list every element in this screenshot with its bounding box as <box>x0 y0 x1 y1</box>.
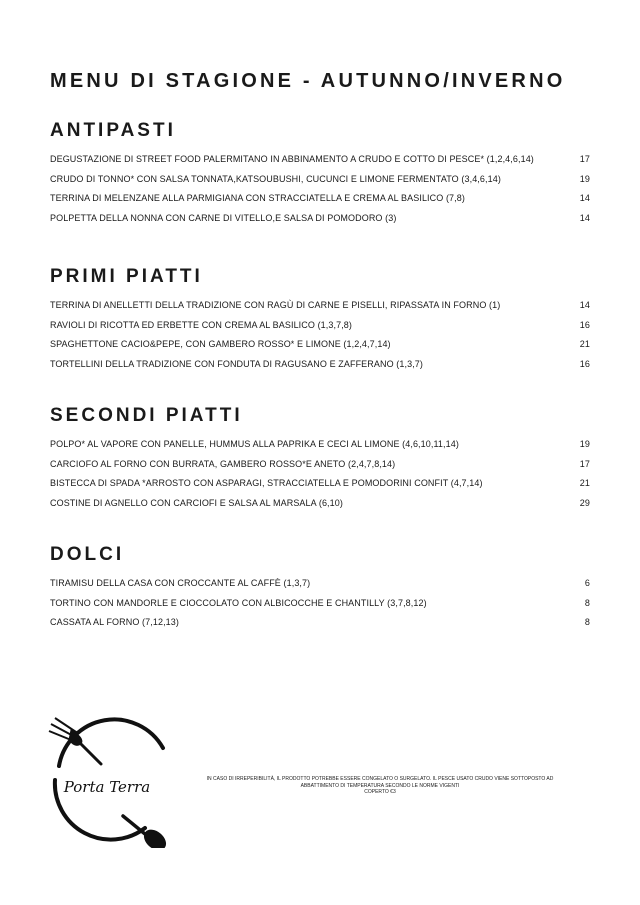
item-price: 14 <box>579 193 590 203</box>
menu-item <box>50 320 592 340</box>
menu-item <box>50 498 592 518</box>
item-name: TERRINA DI ANELLETTI DELLA TRADIZIONE CON RAGÙ DI CARNE E PISELLI, RIPASSATA IN FORNO (1) <box>50 300 501 310</box>
item-price: 14 <box>579 212 590 223</box>
item-price: 19 <box>579 439 590 449</box>
footer-line: IN CASO DI IRREPERIBILITÀ, IL PRODOTTO POTREBBE ESSERE CONGELATO O SURGELATO. IL PESCE USATO CRUDO VIENE SOTTOPOSTO AD <box>206 776 554 782</box>
item-name: DEGUSTAZIONE DI STREET FOOD PALERMITANO IN ABBINAMENTO A CRUDO E COTTO DI PESCE* (1,2,4,6,14) <box>50 154 534 164</box>
item-price: 17 <box>579 154 590 164</box>
item-price: 8 <box>584 597 590 608</box>
item-name: TORTELLINI DELLA TRADIZIONE CON FONDUTA DI RAGUSANO E ZAFFERANO (1,3,7) <box>50 358 424 369</box>
section-title: DOLCI <box>50 544 125 565</box>
item-name: CASSATA AL FORNO (7,12,13) <box>50 617 179 627</box>
menu-item <box>50 617 592 637</box>
item-name: POLPO* AL VAPORE CON PANELLE, HUMMUS ALLA PAPRIKA E CECI AL LIMONE (4,6,10,11,14) <box>50 439 459 449</box>
menu-item <box>50 300 592 320</box>
section-title: SECONDI PIATTI <box>50 405 243 426</box>
item-name: POLPETTA DELLA NONNA CON CARNE DI VITELLO,E SALSA DI POMODORO (3) <box>50 212 397 223</box>
spoon-icon <box>123 816 169 848</box>
menu-item <box>50 213 592 233</box>
section-antipasti <box>50 120 592 232</box>
item-price: 6 <box>584 578 590 588</box>
menu-item <box>50 578 592 598</box>
menu-item <box>50 154 592 174</box>
item-name: CARCIOFO AL FORNO CON BURRATA, GAMBERO ROSSO*E ANETO (2,4,7,8,14) <box>50 458 396 469</box>
section-title: ANTIPASTI <box>50 120 176 141</box>
section-title: PRIMI PIATTI <box>50 266 203 287</box>
item-name: SPAGHETTONE CACIO&PEPE, CON GAMBERO ROSSO* E LIMONE (1,2,4,7,14) <box>50 339 391 349</box>
logo-text: Porta Terra <box>63 778 151 796</box>
porta-terra-logo <box>45 708 175 848</box>
section-primi-piatti <box>50 266 592 378</box>
item-name: BISTECCA DI SPADA *ARROSTO CON ASPARAGI, STRACCIATELLA E POMODORINI CONFIT (4,7,14) <box>50 478 483 488</box>
item-name: COSTINE DI AGNELLO CON CARCIOFI E SALSA AL MARSALA (6,10) <box>50 497 343 508</box>
item-price: 14 <box>579 300 590 310</box>
menu-item <box>50 459 592 479</box>
section-dolci <box>50 544 592 637</box>
item-price: 8 <box>584 617 590 627</box>
item-price: 21 <box>579 478 590 488</box>
item-name: CRUDO DI TONNO* CON SALSA TONNATA,KATSOUBUSHI, CUCUNCI E LIMONE FERMENTATO (3,4,6,14) <box>50 173 501 184</box>
menu-item <box>50 359 592 379</box>
item-price: 17 <box>579 458 590 469</box>
menu-item <box>50 478 592 498</box>
menu-item <box>50 439 592 459</box>
menu-item <box>50 598 592 618</box>
cover-charge: COPERTO €3 <box>364 789 396 795</box>
item-price: 16 <box>579 358 590 369</box>
item-price: 19 <box>579 173 590 184</box>
menu-title: MENU DI STAGIONE - AUTUNNO/INVERNO <box>50 70 566 92</box>
item-name: TORTINO CON MANDORLE E CIOCCOLATO CON ALBICOCCHE E CHANTILLY (3,7,8,12) <box>50 597 427 608</box>
item-price: 21 <box>579 339 590 349</box>
item-name: RAVIOLI DI RICOTTA ED ERBETTE CON CREMA AL BASILICO (1,3,7,8) <box>50 319 353 330</box>
item-price: 29 <box>579 497 590 508</box>
menu-item <box>50 339 592 359</box>
section-secondi-piatti <box>50 405 592 517</box>
footer-note <box>200 776 560 796</box>
item-name: TERRINA DI MELENZANE ALLA PARMIGIANA CON STRACCIATELLA E CREMA AL BASILICO (7,8) <box>50 193 465 203</box>
menu-item <box>50 174 592 194</box>
item-name: TIRAMISU DELLA CASA CON CROCCANTE AL CAFFÈ (1,3,7) <box>50 578 311 588</box>
menu-item <box>50 193 592 213</box>
item-price: 16 <box>579 319 590 330</box>
footer-line: ABBATTIMENTO DI TEMPERATURA SECONDO LE NORME VIGENTI <box>300 782 460 789</box>
